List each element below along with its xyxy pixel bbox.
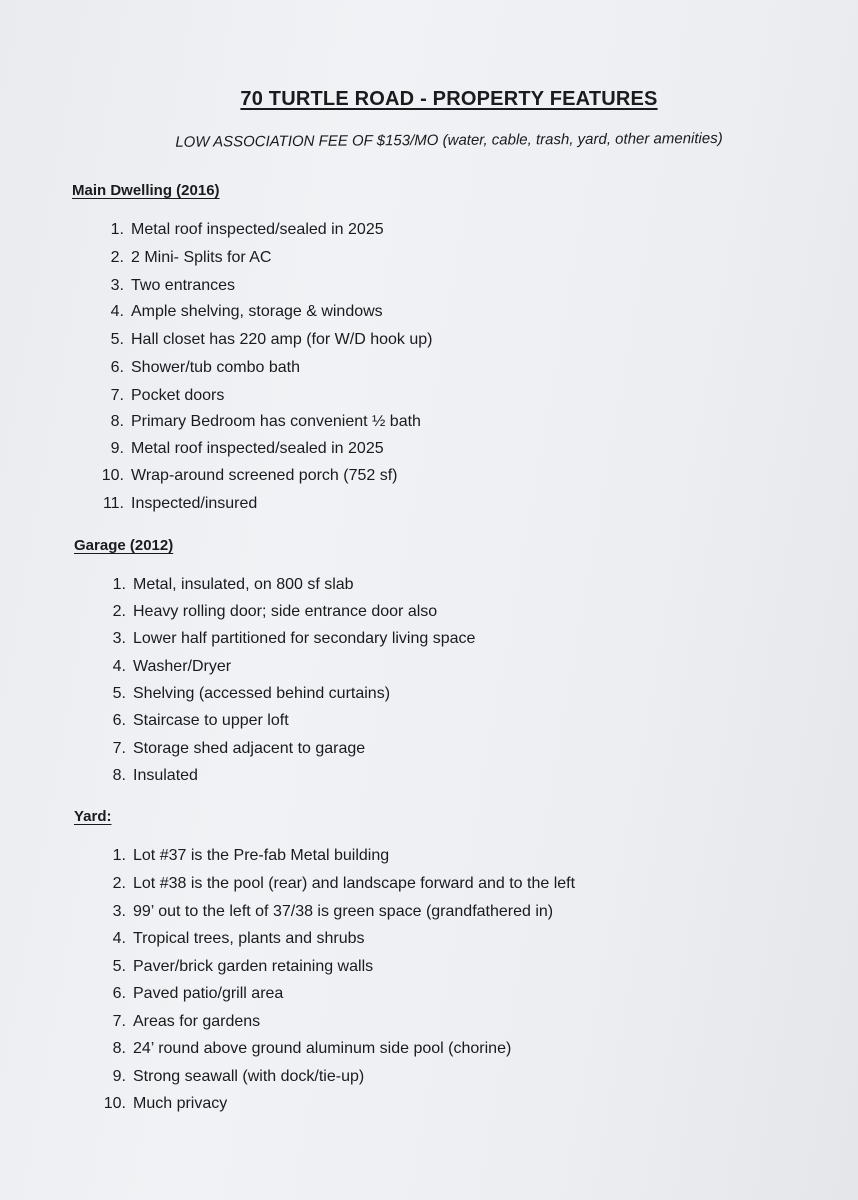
item-text: Inspected/insured bbox=[131, 495, 258, 512]
section-heading: Main Dwelling (2016) bbox=[72, 182, 220, 199]
item-number: 3. bbox=[112, 630, 126, 647]
item-number: 2. bbox=[110, 249, 124, 266]
item-number: 5. bbox=[110, 331, 124, 348]
item-number: 7. bbox=[112, 1013, 126, 1030]
item-number: 3. bbox=[112, 903, 126, 920]
item-number: 10. bbox=[103, 1095, 126, 1112]
item-text: Strong seawall (with dock/tie-up) bbox=[133, 1068, 365, 1085]
item-text: 99’ out to the left of 37/38 is green space (grandfathered in) bbox=[133, 903, 554, 920]
item-text: Much privacy bbox=[133, 1095, 228, 1112]
item-number: 6. bbox=[112, 712, 126, 729]
item-text: Tropical trees, plants and shrubs bbox=[133, 930, 365, 947]
item-text: Paved patio/grill area bbox=[133, 985, 284, 1002]
item-number: 1. bbox=[112, 847, 126, 864]
section-heading: Yard: bbox=[74, 808, 112, 825]
association-fee-note: LOW ASSOCIATION FEE OF $153/MO (water, cable, trash, yard, other amenities) bbox=[175, 129, 723, 151]
item-text: Metal roof inspected/sealed in 2025 bbox=[131, 221, 384, 238]
section-main-dwelling bbox=[72, 182, 818, 512]
item-number: 2. bbox=[112, 603, 126, 620]
item-text: Metal, insulated, on 800 sf slab bbox=[133, 576, 354, 593]
item-number: 4. bbox=[112, 658, 126, 675]
item-number: 6. bbox=[112, 985, 126, 1002]
item-text: Lot #37 is the Pre-fab Metal building bbox=[133, 847, 390, 864]
item-text: Washer/Dryer bbox=[133, 658, 232, 675]
item-text: Ample shelving, storage & windows bbox=[131, 303, 383, 320]
item-number: 8. bbox=[110, 413, 124, 430]
page-title: 70 TURTLE ROAD - PROPERTY FEATURES bbox=[240, 88, 658, 110]
item-text: Shower/tub combo bath bbox=[131, 359, 300, 376]
item-number: 3. bbox=[110, 277, 124, 294]
item-text: Heavy rolling door; side entrance door also bbox=[133, 603, 438, 620]
item-text: Storage shed adjacent to garage bbox=[133, 740, 366, 757]
item-text: Primary Bedroom has convenient ½ bath bbox=[131, 413, 421, 430]
item-text: Staircase to upper loft bbox=[133, 712, 289, 729]
item-number: 7. bbox=[110, 387, 124, 404]
item-text: 2 Mini- Splits for AC bbox=[131, 249, 272, 266]
section-garage bbox=[74, 537, 818, 784]
item-text: Pocket doors bbox=[131, 387, 225, 404]
item-text: Lower half partitioned for secondary living space bbox=[133, 630, 476, 647]
item-text: Hall closet has 220 amp (for W/D hook up) bbox=[131, 331, 433, 348]
item-text: Two entrances bbox=[131, 277, 236, 294]
item-number: 7. bbox=[112, 740, 126, 757]
item-text: Paver/brick garden retaining walls bbox=[133, 958, 374, 975]
item-number: 1. bbox=[110, 221, 124, 238]
item-text: Metal roof inspected/sealed in 2025 bbox=[131, 440, 384, 457]
item-text: Areas for gardens bbox=[133, 1013, 261, 1030]
item-number: 5. bbox=[112, 958, 126, 975]
item-text: Lot #38 is the pool (rear) and landscape forward and to the left bbox=[133, 875, 576, 892]
item-text: 24’ round above ground aluminum side pool (chorine) bbox=[133, 1040, 512, 1057]
item-text: Shelving (accessed behind curtains) bbox=[133, 685, 391, 702]
item-text: Insulated bbox=[133, 767, 198, 784]
section-yard bbox=[74, 808, 818, 1112]
section-heading: Garage (2012) bbox=[74, 537, 174, 554]
item-number: 4. bbox=[112, 930, 126, 947]
item-number: 8. bbox=[112, 1040, 126, 1057]
item-number: 11. bbox=[102, 495, 124, 512]
item-number: 6. bbox=[110, 359, 124, 376]
item-number: 8. bbox=[112, 767, 126, 784]
item-number: 10. bbox=[101, 467, 124, 484]
item-text: Wrap-around screened porch (752 sf) bbox=[131, 467, 398, 484]
item-number: 1. bbox=[112, 576, 126, 593]
item-number: 9. bbox=[110, 440, 124, 457]
item-number: 4. bbox=[110, 303, 124, 320]
item-number: 2. bbox=[112, 875, 126, 892]
item-number: 9. bbox=[112, 1068, 126, 1085]
item-number: 5. bbox=[112, 685, 126, 702]
